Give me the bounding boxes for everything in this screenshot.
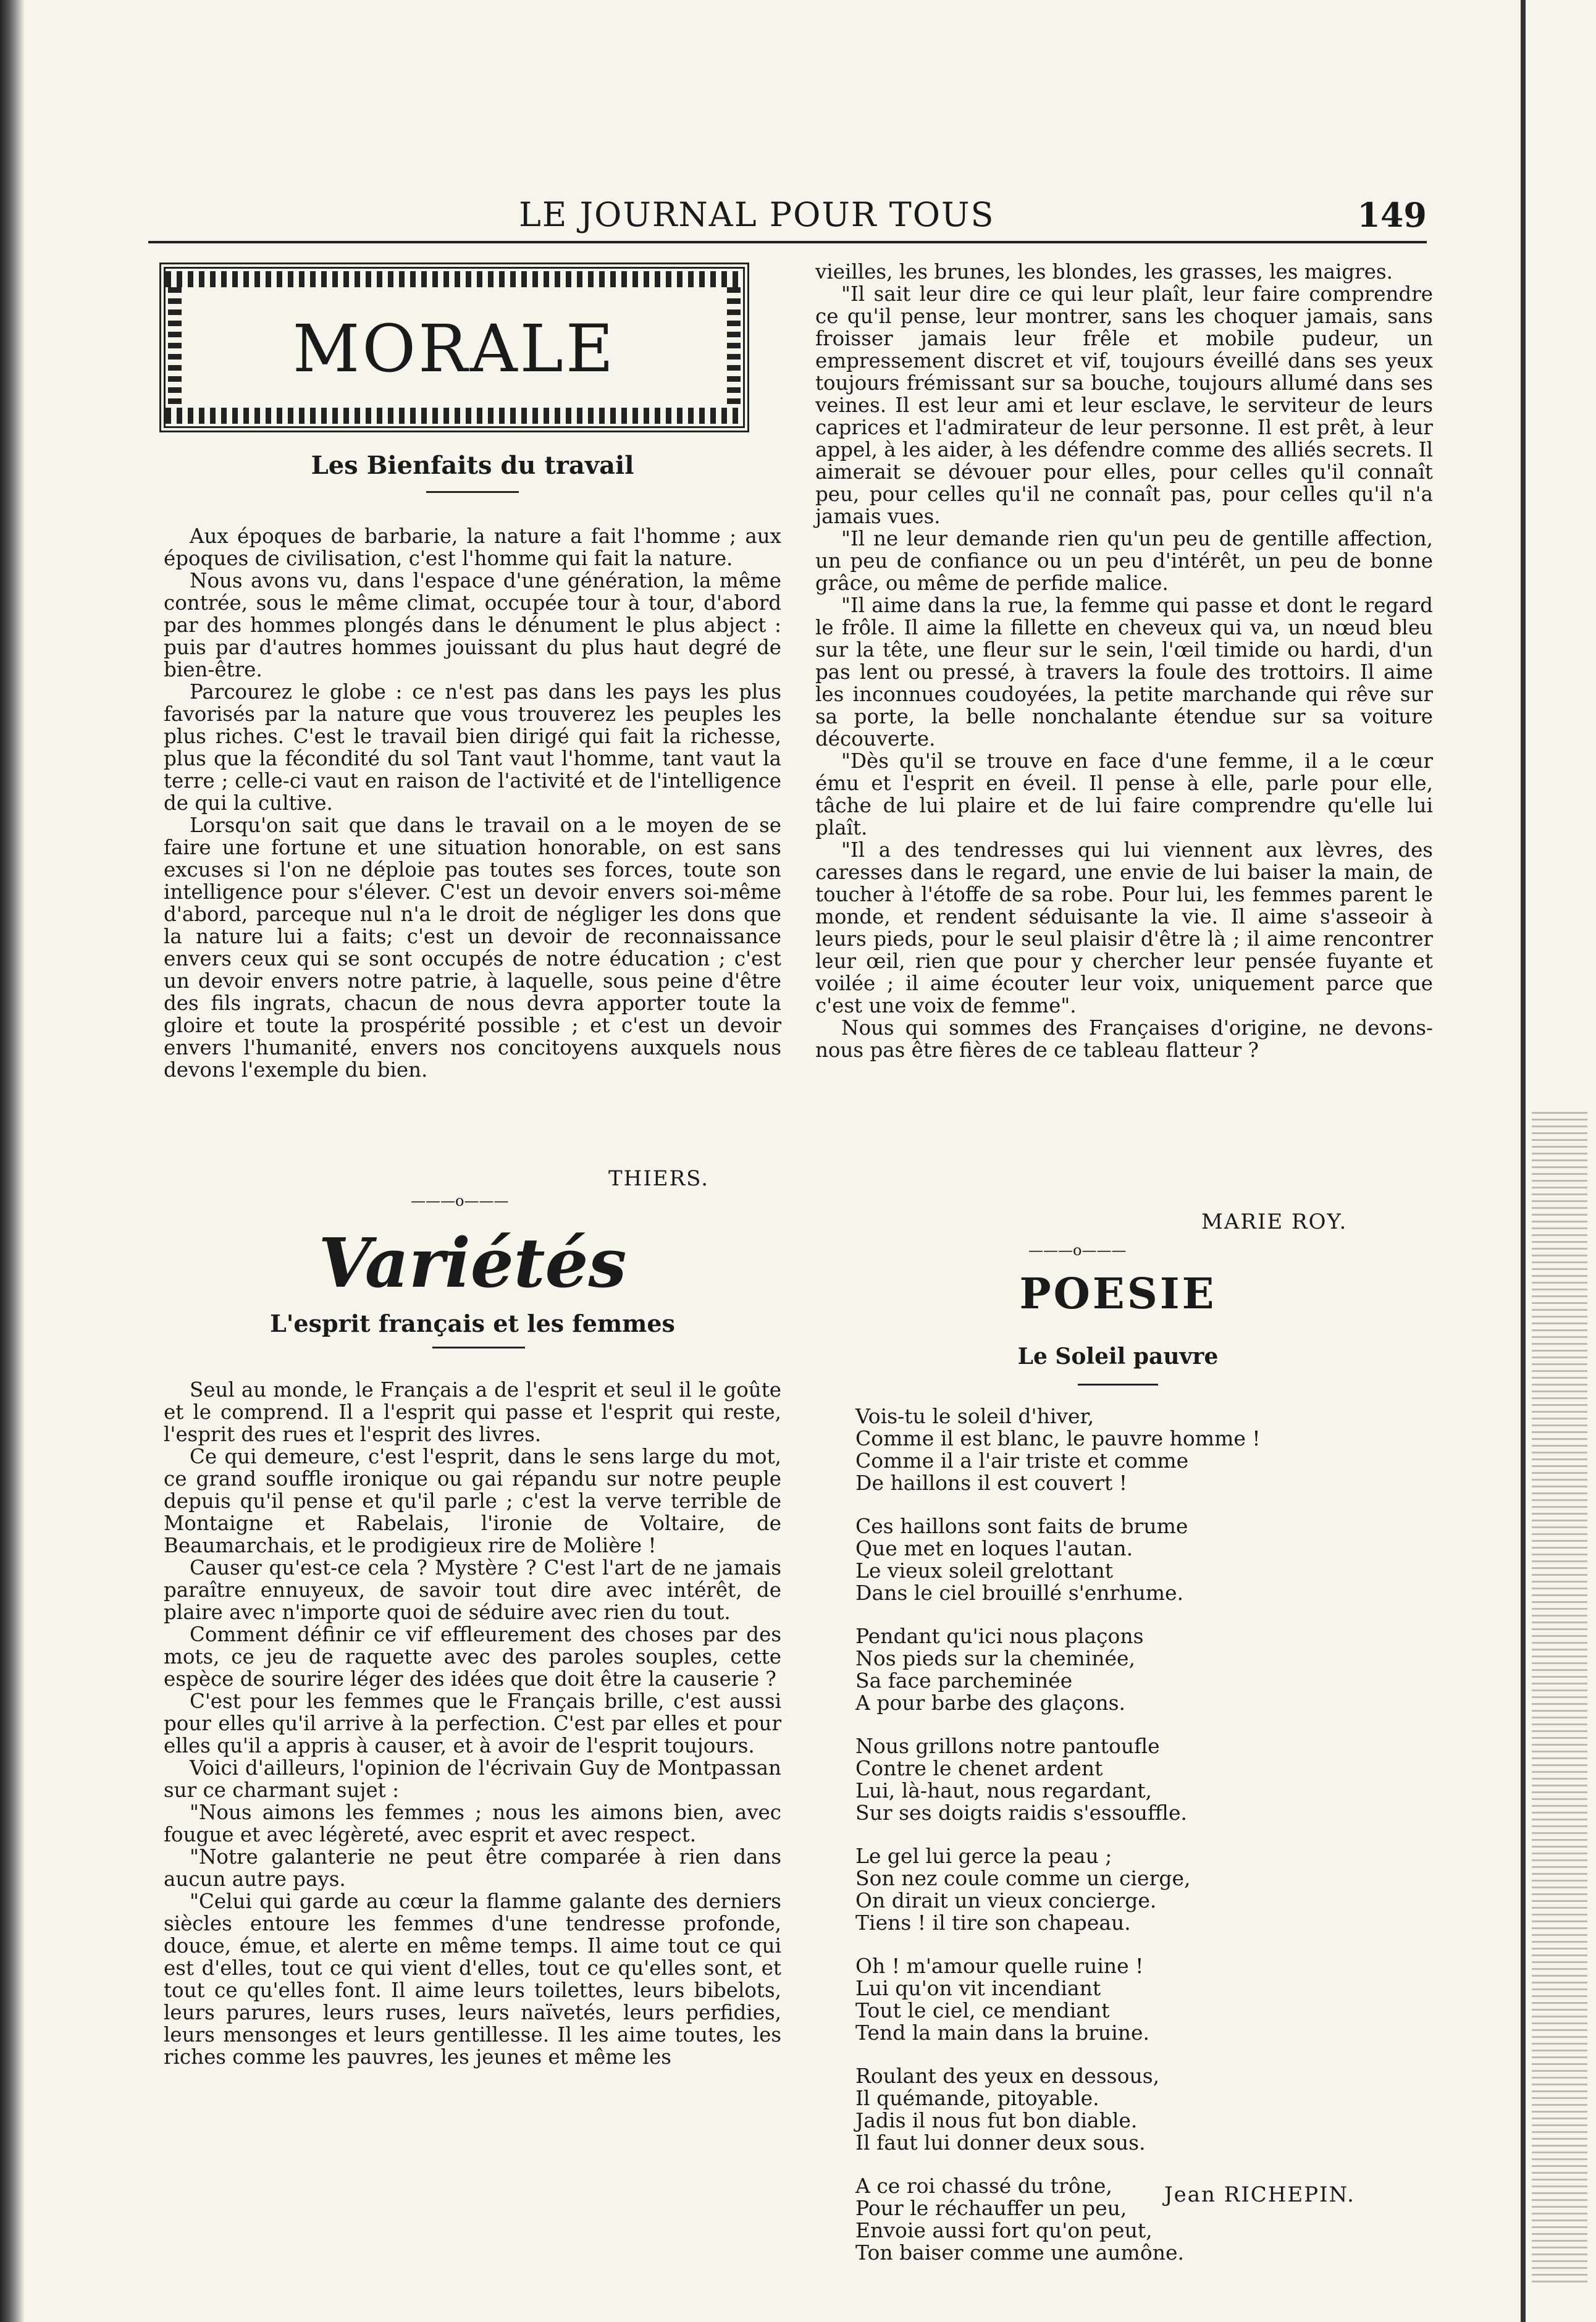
paragraph: Lorsqu'on sait que dans le travail on a le moyen de se faire une fortune et une situation honorable, on est sans excuses si l'on ne déploie pas toutes ses forces, toute son intelligence pour s'élever. C'est un devoir envers soi-même d'abord, parceque nul n'a le droit de négliger les dons que la nature lui a faits; c'est un devoir de reconnaissance envers ceux qui se sont occupés de notre éducation ; c'est un devoir envers notre patrie, à laquelle, sous peine d'être des fils ingrats, chacun de nous devra apporter toute la gloire et toute la prospérité possible ; et c'est un devoir envers l'humanité, envers nos concitoyens auxquels nous devons l'exemple du bien.: [164, 814, 781, 1082]
poem-line: Il quémande, pitoyable.: [855, 2086, 1099, 2110]
poem-stanza: [855, 1735, 1461, 1824]
varietes-article-body: [164, 1379, 781, 2068]
poem-line: Sa face parcheminée: [855, 1668, 1073, 1693]
running-title: LE JOURNAL POUR TOUS: [519, 195, 995, 234]
poem-line: Le gel lui gerce la peau ;: [855, 1844, 1112, 1868]
paragraph: Seul au monde, le Français a de l'esprit et seul il le goûte et le comprend. Il a l'esprit qui passe et l'esprit qui reste, l'esprit des rues et l'esprit des livres.: [164, 1378, 781, 1446]
poem-line: Jadis il nous fut bon diable.: [855, 2108, 1138, 2132]
poem-line: Tend la main dans la bruine.: [855, 2021, 1150, 2045]
morale-author: THIERS.: [608, 1166, 710, 1191]
poem-stanza: [855, 1405, 1461, 1494]
poem-author: Jean RICHEPIN.: [1164, 2182, 1355, 2207]
varietes-author: MARIE ROY.: [1201, 1209, 1348, 1234]
poem-line: Pendant qu'ici nous plaçons: [855, 1624, 1144, 1648]
paragraph: "Celui qui garde au cœur la flamme galante des derniers siècles entoure les femmes d'une tendresse profonde, douce, émue, et alerte en même temps. Il aime tout ce qui est d'elles, tout ce qui vient d'elles, tout ce qu'elles sont, et tout ce qu'elles font. Il aime leurs toilettes, leurs bibelots, leurs parures, leurs ruses, leurs naïvetés, leurs perfidies, leurs mensonges et leurs gentillesse. Il les aime toutes, les riches comme les pauvres, les jeunes et même les: [164, 1890, 781, 2069]
morale-title-box: [159, 263, 749, 432]
section-separator: ———o———: [411, 1192, 509, 1209]
morale-section-title: MORALE: [292, 311, 616, 387]
poem-line: Lui, là-haut, nous regardant,: [855, 1778, 1152, 1802]
paragraph: vieilles, les brunes, les blondes, les grasses, les maigres.: [815, 260, 1393, 284]
poem-line: Son nez coule comme un cierge,: [855, 1866, 1191, 1890]
paragraph: "Nous aimons les femmes ; nous les aimons bien, avec fougue et avec légèreté, avec esprit et avec respect.: [164, 1801, 781, 1846]
poem-line: Dans le ciel brouillé s'enrhume.: [855, 1581, 1184, 1605]
ornament-border-top: [166, 271, 743, 287]
paragraph: "Il sait leur dire ce qui leur plaît, leur faire comprendre ce qu'il pense, leur montrer, sans les choquer jamais, sans froisser jamais leur frêle et mobile pudeur, un empressement discret et vif, toujours éveillé dans ses yeux toujours frémissant sur sa bouche, toujours allumé dans ses veines. Il est leur ami et leur esclave, le serviteur de leurs caprices et l'admirateur de leur personne. Il est prêt, à leur appel, à les aider, à les défendre comme des alliés secrets. Il aimerait se dévouer pour elles, pour celles qu'il connaît peu, pour celles qu'il ne connaît pas, pour celles qu'il n'a jamais vues.: [815, 282, 1433, 528]
poem-line: A pour barbe des glaçons.: [855, 1691, 1126, 1715]
poem-stanza: [855, 1515, 1461, 1604]
morale-article-body: [164, 525, 781, 1081]
poesie-section-title: POESIE: [1019, 1269, 1217, 1319]
poem-body: [855, 1405, 1461, 2285]
poem-line: Nous grillons notre pantoufle: [855, 1734, 1160, 1758]
paragraph: Parcourez le globe : ce n'est pas dans les pays les plus favorisés par la nature que vous trouverez les peuples les plus riches. C'est le travail bien dirigé qui fait la richesse, plus que la fécondité du sol Tant vaut l'homme, tant vaut la terre ; celle-ci vaut en raison de l'activité et de l'intelligence de qui la cultive.: [164, 680, 781, 815]
title-rule: [432, 1347, 525, 1348]
paragraph: Ce qui demeure, c'est l'esprit, dans le sens large du mot, ce grand souffle ironique ou gai répandu sur notre peuple depuis qu'il pense et qu'il parle ; c'est la verve terrible de Montaigne et Rabelais, l'ironie de Voltaire, de Beaumarchais, et le prodigieux rire de Molière !: [164, 1445, 781, 1557]
poem-line: Envoie aussi fort qu'on peut,: [855, 2218, 1153, 2242]
poem-stanza: [855, 1845, 1461, 1934]
paragraph: Nous qui sommes des Françaises d'origine, ne devons-nous pas être fières de ce tableau flatteur ?: [815, 1016, 1433, 1062]
poem-line: Il faut lui donner deux sous.: [855, 2131, 1146, 2155]
poem-stanza: [855, 1625, 1461, 1714]
varietes-article-title: L'esprit français et les femmes: [270, 1310, 675, 1337]
poem-line: Ton baiser comme une aumône.: [855, 2240, 1184, 2265]
page-binding-edge: [0, 0, 25, 2322]
poem-line: Pour le réchauffer un peu,: [855, 2196, 1127, 2220]
poem-stanza: [855, 2175, 1461, 2264]
paragraph: Aux époques de barbarie, la nature a fait l'homme ; aux époques de civilisation, c'est l'homme qui fait la nature.: [164, 524, 781, 570]
poem-stanza: [855, 1955, 1461, 2044]
poem-line: Nos pieds sur la cheminée,: [855, 1646, 1136, 1670]
title-rule: [426, 491, 519, 493]
varietes-article-continued: [815, 261, 1433, 1061]
poem-stanza: [855, 2065, 1461, 2154]
header-rule: [148, 241, 1427, 243]
page-edge-shadow: [1532, 1112, 1587, 2286]
paragraph: Voici d'ailleurs, l'opinion de l'écrivain Guy de Montpassan sur ce charmant sujet :: [164, 1756, 781, 1802]
poem-line: Comme il est blanc, le pauvre homme !: [855, 1426, 1261, 1450]
paragraph: Nous avons vu, dans l'espace d'une génération, la même contrée, sous le même climat, occupée tour à tour, d'abord par des hommes plongés dans le dénument le plus abject : puis par d'autres hommes jouissant du plus haut degré de bien-être.: [164, 569, 781, 681]
paragraph: Causer qu'est-ce cela ? Mystère ? C'est l'art de ne jamais paraître ennuyeux, de savoir tout dire avec intérêt, de plaire avec n'importe quoi de séduire avec rien du tout.: [164, 1556, 781, 1624]
morale-article-title: Les Bienfaits du travail: [311, 451, 634, 480]
poem-line: Tout le ciel, ce mendiant: [855, 1998, 1110, 2022]
poem-line: A ce roi chassé du trône,: [855, 2174, 1112, 2198]
poem-line: De haillons il est couvert !: [855, 1471, 1127, 1495]
paragraph: C'est pour les femmes que le Français brille, c'est aussi pour elles qu'il arrive à la perfection. C'est par elles et pour elles qu'il a appris à causer, et à avoir de l'esprit toujours.: [164, 1689, 781, 1757]
poem-line: Comme il a l'air triste et comme: [855, 1449, 1189, 1473]
paragraph: "Il a des tendresses qui lui viennent aux lèvres, des caresses dans le regard, une envie de lui baiser la main, de toucher à l'étoffe de sa robe. Pour lui, les femmes parent le monde, et rendent séduisante la vie. Il aime s'asseoir à leurs pieds, pour le seul plaisir d'être là ; il aime rencontrer leur œil, rien que pour y chercher leur pensée fuyante et voilée ; il aime écouter leur voix, uniquement parce que c'est une voix de femme".: [815, 838, 1433, 1017]
poem-line: Contre le chenet ardent: [855, 1756, 1103, 1780]
page-edge-rule: [1521, 0, 1526, 2322]
poem-line: Ces haillons sont faits de brume: [855, 1514, 1188, 1538]
ornament-border-bottom: [166, 408, 743, 424]
paragraph: "Il ne leur demande rien qu'un peu de gentille affection, un peu de confiance ou un peu d'intérêt, un peu de bonne grâce, ou même de perfide malice.: [815, 527, 1433, 595]
running-head: [148, 195, 1427, 238]
paragraph: Comment définir ce vif effleurement des choses par des mots, ce jeu de raquette avec des paroles souples, cette espèce de sourire léger des idées que doit être la causerie ?: [164, 1623, 781, 1691]
poem-line: Le vieux soleil grelottant: [855, 1559, 1114, 1583]
poem-line: Lui qu'on vit incendiant: [855, 1976, 1101, 2000]
poem-line: Oh ! m'amour quelle ruine !: [855, 1954, 1144, 1978]
poem-line: Tiens ! il tire son chapeau.: [855, 1911, 1131, 1935]
paragraph: "Notre galanterie ne peut être comparée à rien dans aucun autre pays.: [164, 1845, 781, 1891]
poem-line: Roulant des yeux en dessous,: [855, 2064, 1160, 2088]
paragraph: "Il aime dans la rue, la femme qui passe et dont le regard le frôle. Il aime la fillette en cheveux qui va, un nœud bleu sur la tête, une fleur sur le sein, l'œil timide ou hardi, d'un pas lent ou pressé, à travers la foule des trottoirs. Il aime les inconnues coudoyées, la petite marchande qui rêve sur sa porte, la belle nonchalante étendue sur sa voiture découverte.: [815, 594, 1433, 751]
poem-line: On dirait un vieux concierge.: [855, 1888, 1157, 1912]
title-rule: [1078, 1384, 1158, 1386]
poem-line: Vois-tu le soleil d'hiver,: [855, 1404, 1094, 1428]
section-separator: ———o———: [1028, 1242, 1127, 1259]
poem-line: Sur ses doigts raidis s'essouffle.: [855, 1801, 1188, 1825]
poem-line: Que met en loques l'autan.: [855, 1536, 1133, 1560]
page-number: 149: [1357, 195, 1427, 235]
poem-title: Le Soleil pauvre: [1017, 1344, 1219, 1369]
varietes-section-title: Variétés: [318, 1223, 627, 1303]
paragraph: "Dès qu'il se trouve en face d'une femme, il a le cœur ému et l'esprit en éveil. Il pense à elle, parle pour elle, tâche de lui plaire et de lui faire comprendre qu'elle lui plaît.: [815, 749, 1433, 839]
